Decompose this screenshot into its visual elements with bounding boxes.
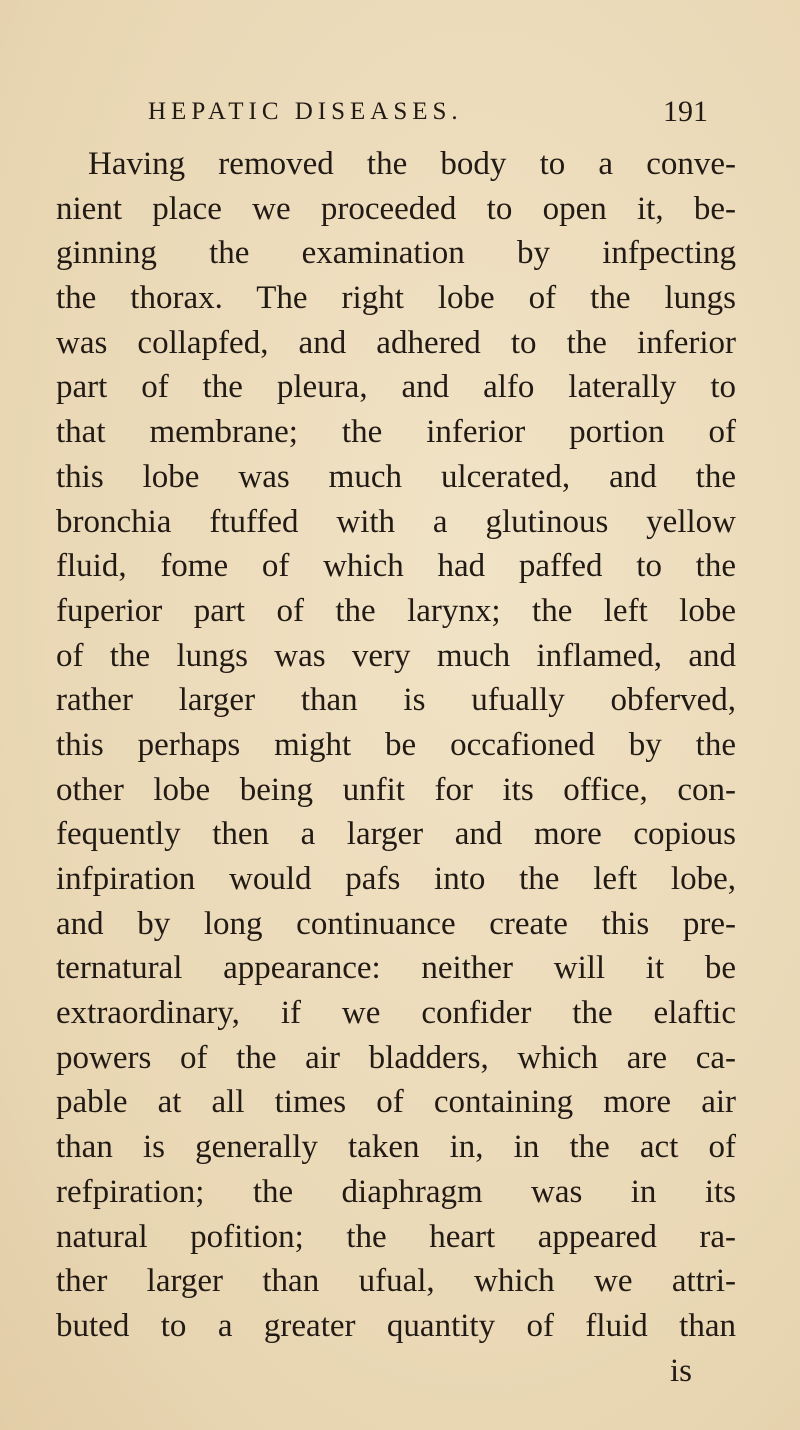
text-line: of the lungs was very much inflamed, and (56, 637, 736, 674)
page-header (148, 92, 708, 132)
text-line: the thorax. The right lobe of the lungs (56, 280, 736, 317)
text-line: nient place we proceeded to open it, be- (56, 190, 736, 227)
text-line: powers of the air bladders, which are ca- (56, 1039, 736, 1076)
text-line: ternatural appearance: neither will it be (56, 950, 736, 987)
text-line: was collapfed, and adhered to the inferior (56, 324, 736, 361)
running-head: HEPATIC DISEASES. (148, 98, 463, 125)
text-line: fluid, fome of which had paffed to the (56, 548, 736, 585)
text-line: part of the pleura, and alfo laterally to (56, 369, 736, 406)
text-line: natural pofition; the heart appeared ra- (56, 1218, 736, 1255)
text-line: extraordinary, if we confider the elaftic (56, 995, 736, 1032)
text-line: that membrane; the inferior portion of (56, 414, 736, 451)
text-line: rather larger than is ufually obferved, (56, 682, 736, 719)
text-line: other lobe being unfit for its office, con- (56, 771, 736, 808)
text-line: ginning the examination by infpecting (56, 235, 736, 272)
catchword: is (669, 1352, 692, 1389)
text-line: bronchia ftuffed with a glutinous yellow (56, 503, 736, 540)
text-line: and by long continuance create this pre- (56, 905, 736, 942)
text-line: pable at all times of containing more air (56, 1084, 736, 1121)
text-line: buted to a greater quantity of fluid than (56, 1307, 736, 1344)
text-line: this lobe was much ulcerated, and the (56, 458, 736, 495)
text-line: than is generally taken in, in the act of (56, 1129, 736, 1166)
text-line: refpiration; the diaphragm was in its (56, 1173, 736, 1210)
text-line: fuperior part of the larynx; the left lobe (56, 592, 736, 629)
body-text (56, 142, 736, 1393)
text-line: fequently then a larger and more copious (56, 816, 736, 853)
text-line: infpiration would pafs into the left lobe, (56, 861, 736, 897)
text-line: this perhaps might be occafioned by the (56, 726, 736, 763)
page-number: 191 (663, 95, 708, 128)
text-line: Having removed the body to a conve- (88, 146, 736, 182)
text-line: ther larger than ufual, which we attri- (56, 1263, 736, 1300)
